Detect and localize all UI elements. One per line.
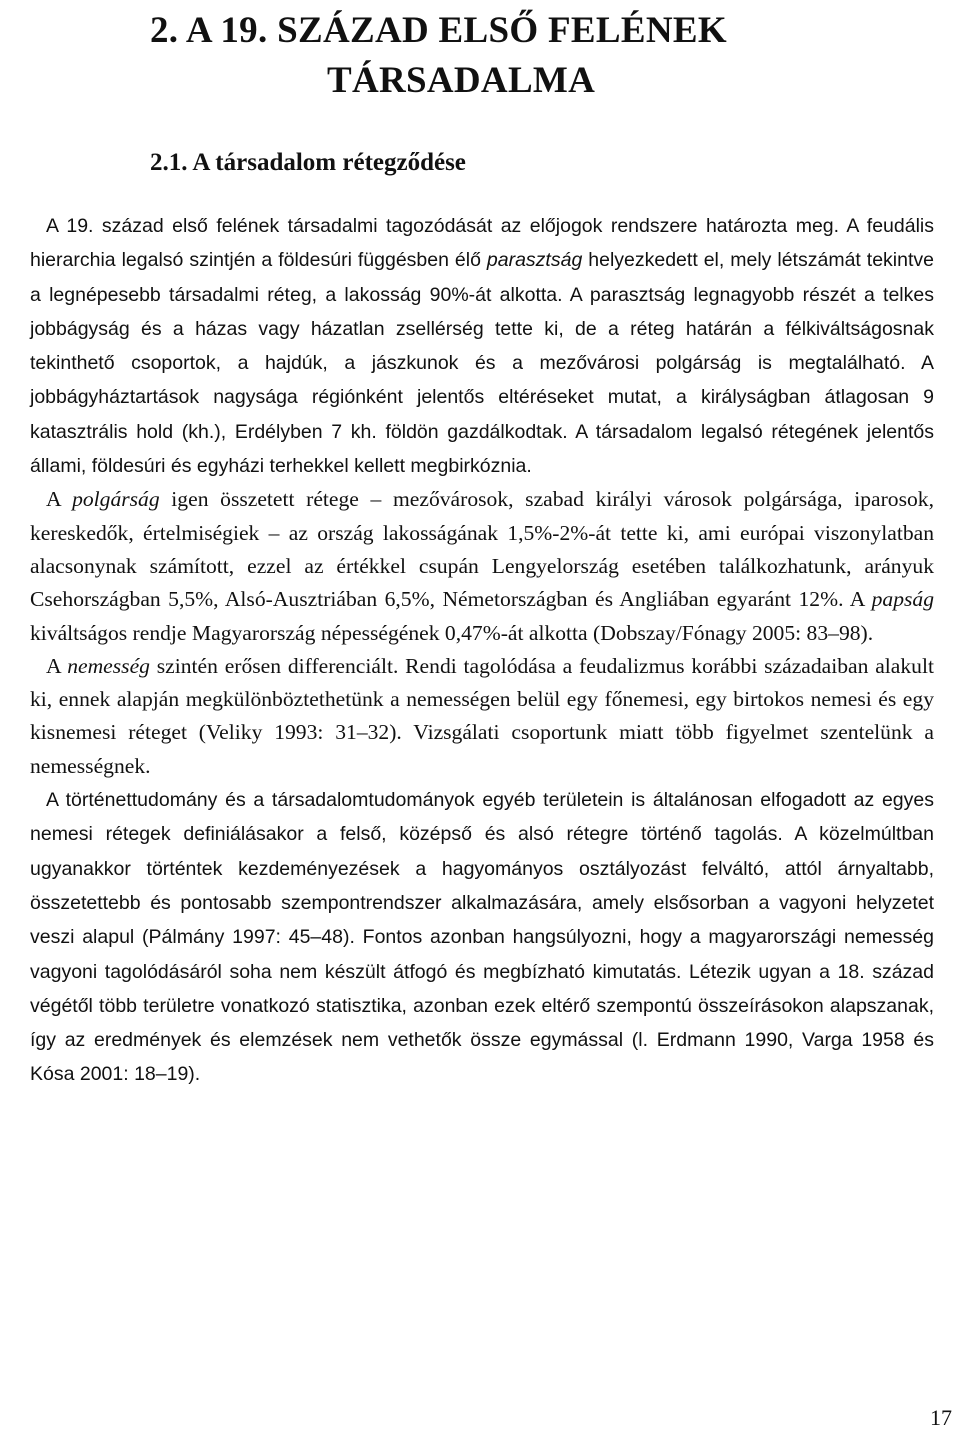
paragraph-3 — [30, 650, 934, 783]
text-run: polgárság — [72, 487, 160, 512]
text-run: A — [46, 487, 73, 512]
text-run: papság — [871, 587, 934, 612]
body-text — [30, 209, 934, 1092]
chapter-title-line-1: 2. A 19. SZÁZAD ELSŐ FELÉNEK — [150, 10, 727, 51]
paragraph-1 — [30, 209, 934, 483]
text-run: helyezkedett el, mely létszámát tekintve a legnépesebb társadalmi réteg, a lakosság 90%-át alkotta. A parasztság legnagyobb részét a telkes jobbágyság és a házas vagy házatlan zsellérség tette ki, de a réteg határán a félkiváltságosnak tekinthető csoportok, a hajdúk, a jászkunok és a mezővárosi polgárság is megtalálható. A jobbágyháztartások nagysága régiónként jelentős eltéréseket mutat, a királyságban átlagosan 9 katasztrális hold (kh.), Erdélyben 7 kh. földön gazdálkodtak. A társadalom legalsó rétegének jelentős állami, földesúri és egyházi terhekkel kellett megbirkóznia. — [30, 249, 934, 478]
paragraph-4 — [30, 783, 934, 1092]
text-run: parasztság — [486, 249, 583, 272]
chapter-title — [30, 6, 934, 106]
text-run: nemesség — [67, 653, 150, 678]
text-run: A 19. század első felének társadalmi tagozódását az előjogok rendszere határozta meg. A feudális hierarchia legalsó szintjén a földesúri függésben élő — [30, 215, 934, 272]
text-run: igen összetett rétege – mezővárosok, szabad királyi városok polgársága, iparosok, kereskedők, értelmiségiek – az ország lakosságának 1,5%-2%-át tette ki, ami európai viszonylatban alacsonynak számított, ezzel az értékkel csupán Lengyelország esetében találkozhatunk, arányuk Csehországban 5,5%, Alsó-Ausztriában 6,5%, Németországban és Angliában egyaránt 12%. A — [30, 487, 934, 612]
text-run: kiváltságos rendje Magyarország népességének 0,47%-át alkotta (Dobszay/Fónagy 2005: 83–98). — [30, 620, 874, 645]
text-run: A történettudomány és a társadalomtudományok egyéb területein is általánosan elfogadott az egyes nemesi rétegek definiálásakor a felső, középső és alsó rétegre történő tagolás. A közelmúltban ugyanakkor történtek kezdeményezések a hagyományos osztályozást felváltó, attól árnyaltabb, összetettebb és pontosabb szempontrendszer alkalmazására, amely elsősorban a vagyoni helyzetet veszi alapul (Pálmány 1997: 45–48). Fontos azonban hangsúlyozni, hogy a magyarországi nemesség vagyoni tagolódásáról soha nem készült átfogó és megbízható kimutatás. Létezik ugyan a 18. század végétől több területre vonatkozó statisztika, azonban ezek eltérő szempontú összeírásokon alapszanak, így az eredmények és elemzések nem vethetők össze egymással (l. Erdmann 1990, Varga 1958 és Kósa 2001: 18–19). — [30, 789, 934, 1086]
page-number: 17 — [930, 1405, 952, 1430]
section-title: 2.1. A társadalom rétegződése — [150, 149, 466, 176]
text-run: szintén erősen differenciált. Rendi tagolódása a feudalizmus korábbi századaiban alakult ki, ennek alapján megkülönböztethetünk a nemességen belül egy főnemesi, egy birtokos nemesi és egy kisnemesi réteget (Veliky 1993: 31–32). Vizsgálati csoportunk miatt több figyelmet szentelünk a nemességnek. — [30, 653, 934, 778]
text-run: A — [46, 653, 68, 678]
chapter-title-line-2: TÁRSADALMA — [327, 60, 596, 101]
paragraph-2 — [30, 483, 934, 649]
